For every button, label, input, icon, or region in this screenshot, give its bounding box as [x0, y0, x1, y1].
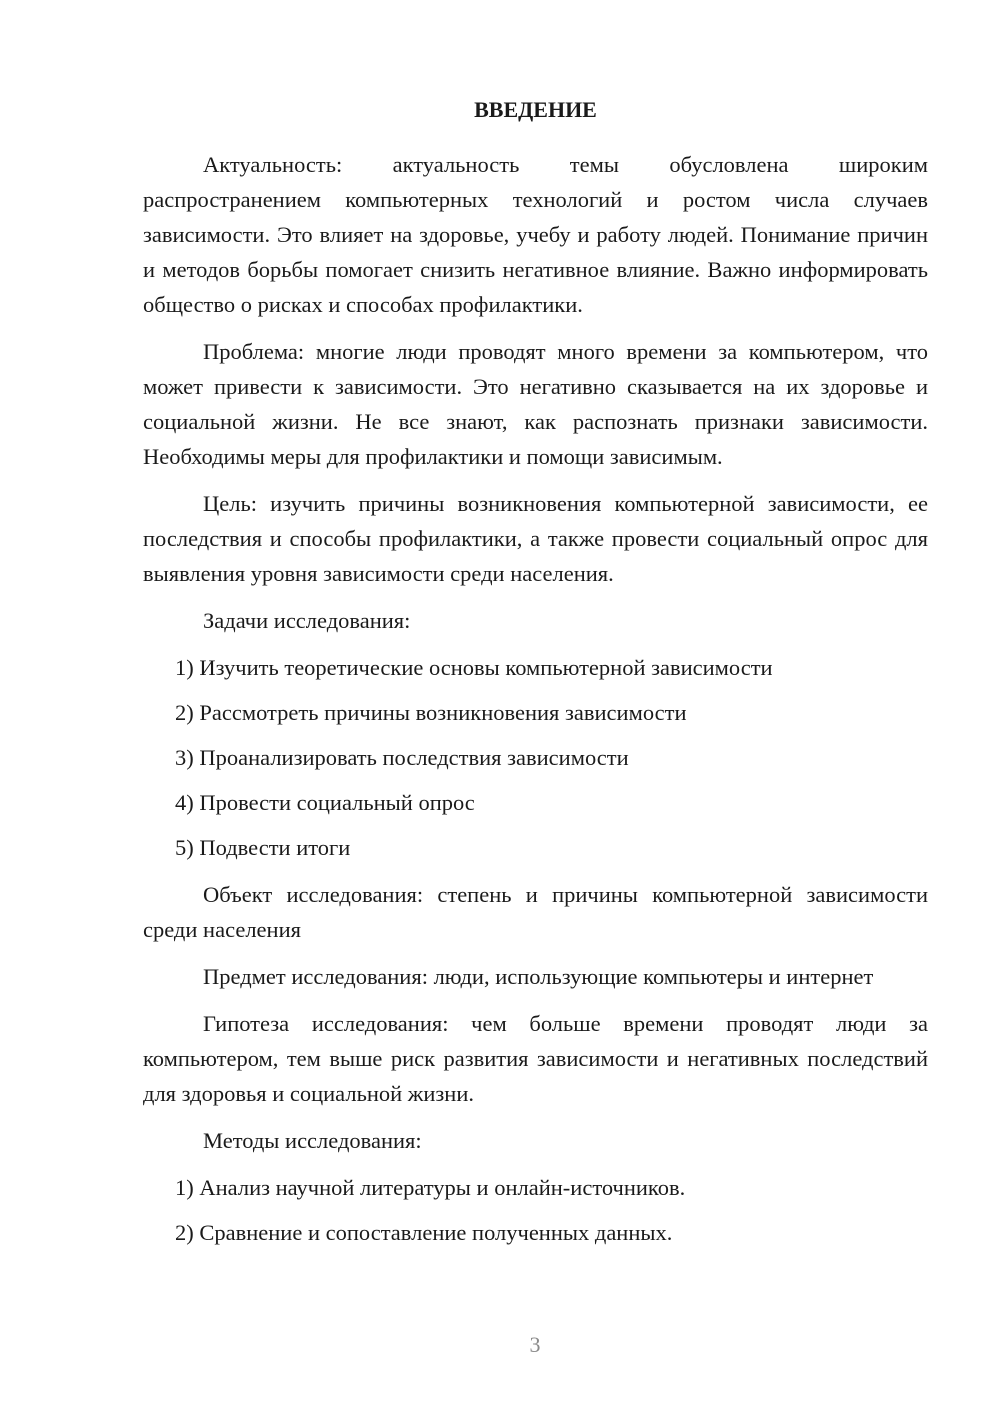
methods-heading: Методы исследования:	[203, 1128, 422, 1153]
object-paragraph: Объект исследования: степень и причины компьютерной зависимости среди населения	[143, 882, 928, 942]
task-item: 1) Изучить теоретические основы компьютерной зависимости	[175, 655, 773, 680]
hypothesis-paragraph: Гипотеза исследования: чем больше времени проводят люди за компьютером, тем выше риск развития зависимости и негативных последствий для здоровья и социальной жизни.	[143, 1011, 928, 1106]
relevance-paragraph: Актуальность: актуальность темы обусловлена широким распространением компьютерных технологий и ростом числа случаев зависимости. Это влияет на здоровье, учебу и работу людей. Понимание причин и методов борьбы помогает снизить негативное влияние. Важно информировать общество о рисках и способах профилактики.	[143, 152, 928, 317]
tasks-heading: Задачи исследования:	[203, 608, 411, 633]
page-number: 3	[529, 1332, 541, 1357]
task-item: 3) Проанализировать последствия зависимости	[175, 745, 629, 770]
problem-paragraph: Проблема: многие люди проводят много времени за компьютером, что может привести к зависимости. Это негативно сказывается на их здоровье и социальной жизни. Не все знают, как распознать признаки зависимости. Необходимы меры для профилактики и помощи зависимым.	[143, 339, 928, 469]
task-item: 4) Провести социальный опрос	[175, 790, 475, 815]
goal-paragraph: Цель: изучить причины возникновения компьютерной зависимости, ее последствия и способы профилактики, а также провести социальный опрос для выявления уровня зависимости среди населения.	[143, 491, 928, 586]
task-item: 5) Подвести итоги	[175, 835, 351, 860]
method-item: 1) Анализ научной литературы и онлайн-источников.	[175, 1175, 686, 1200]
document-page	[143, 92, 928, 1260]
task-item: 2) Рассмотреть причины возникновения зависимости	[175, 700, 687, 725]
subject-paragraph: Предмет исследования: люди, использующие компьютеры и интернет	[203, 964, 874, 989]
section-heading: ВВЕДЕНИЕ	[474, 97, 597, 122]
method-item: 2) Сравнение и сопоставление полученных данных.	[175, 1220, 673, 1245]
